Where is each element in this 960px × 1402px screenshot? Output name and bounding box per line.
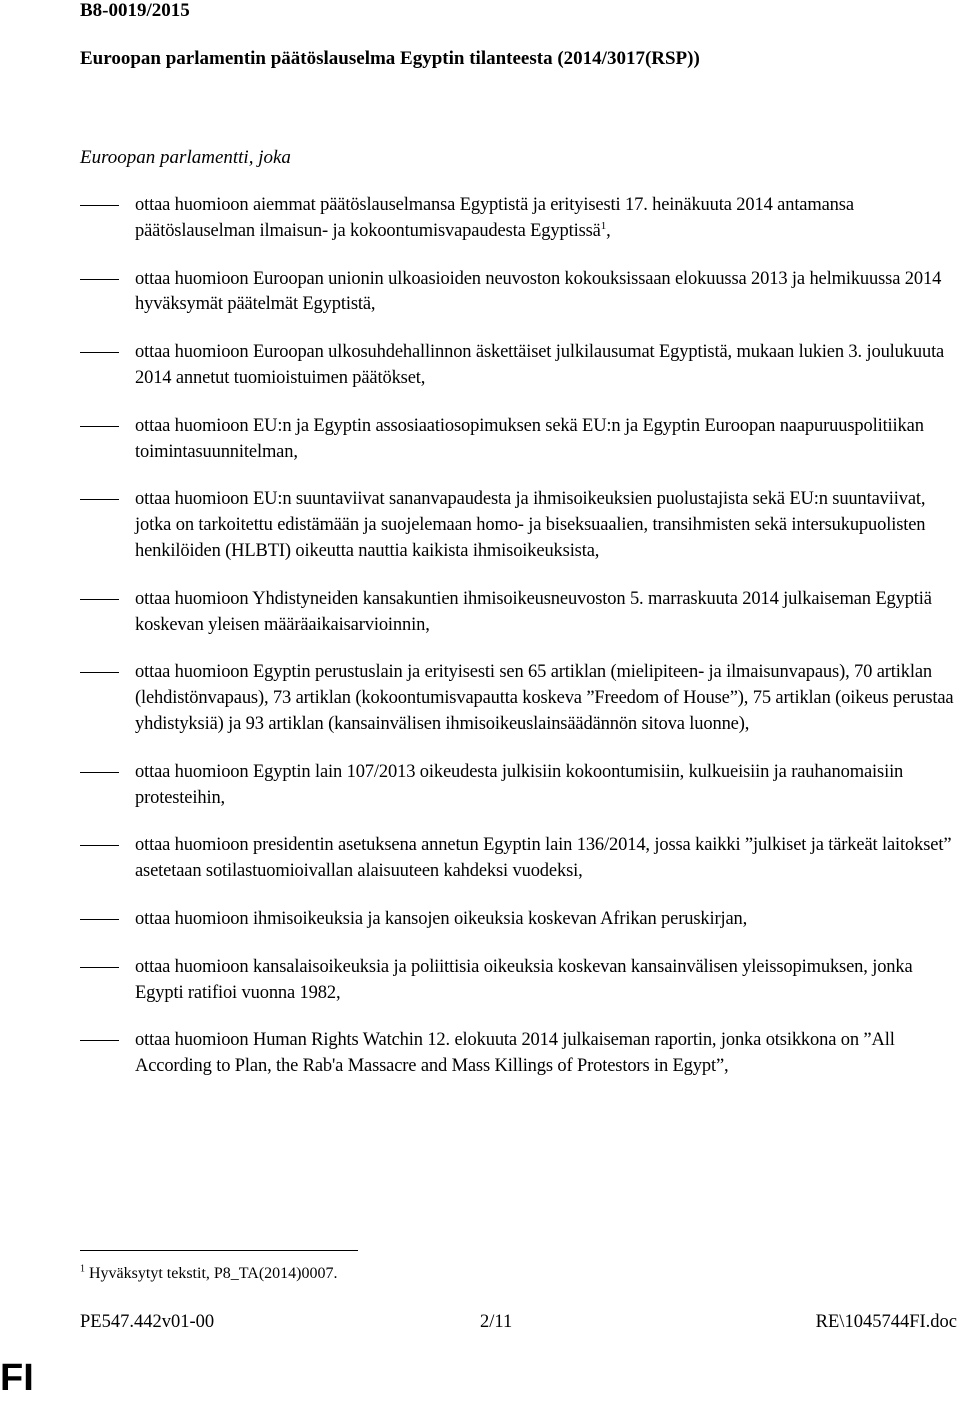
clause-suffix: , (606, 220, 611, 241)
clause-body: ottaa huomioon kansalaisoikeuksia ja poliittisia oikeuksia koskevan kansainvälisen yleissopimuksen, jonka Egypti ratifioi vuonna 1982, (135, 956, 913, 1003)
document-id: B8-0019/2015 (80, 0, 190, 21)
clause-text (135, 487, 957, 564)
footnote (80, 1264, 337, 1284)
dash-marker (80, 1040, 119, 1041)
dash-marker (80, 672, 119, 673)
footnote-number: 1 (80, 1263, 85, 1275)
clause-body: ottaa huomioon Euroopan unionin ulkoasioiden neuvoston kokouksissaan elokuussa 2013 ja helmikuussa 2014 hyväksymät päätelmät Egyptistä, (135, 268, 942, 315)
dash-marker (80, 279, 119, 280)
dash-marker (80, 967, 119, 968)
clause-text (135, 1028, 957, 1080)
page-footer (80, 1311, 957, 1333)
clause-body: ottaa huomioon aiemmat päätöslauselmansa Egyptistä ja erityisesti 17. heinäkuuta 2014 antamansa päätöslauselman ilmaisun- ja kokoontumisvapaudesta Egyptissä (135, 195, 854, 241)
clause-text (135, 193, 957, 245)
dash-marker (80, 205, 119, 206)
clause-item (0, 955, 960, 1007)
clause-text (135, 587, 957, 639)
clause-text (135, 907, 957, 933)
dash-marker (80, 772, 119, 773)
clause-body: ottaa huomioon EU:n ja Egyptin assosiaatiosopimuksen sekä EU:n ja Egyptin Euroopan naapuruuspolitiikan toimintasuunnitelman, (135, 415, 924, 462)
footer-file-name: RE\1045744FI.doc (815, 1312, 957, 1332)
footnote-separator (80, 1250, 358, 1251)
clause-body: ottaa huomioon Euroopan ulkosuhdehallinnon äskettäiset julkilausumat Egyptistä, mukaan lukien 3. joulukuuta 2014 annetut tuomioistuimen päätökset, (135, 342, 945, 388)
clause-list (0, 193, 960, 1102)
clause-body: ottaa huomioon EU:n suuntaviivat sananvapaudesta ja ihmisoikeuksien puolustajista sekä EU:n suuntaviivat, jotka on tarkoitettu edistämään ja suojelemaan homo- ja biseksuaalien, transihmisten sekä intersukupuolisten henkilöiden (HLBTI) oikeutta nauttia kaikista ihmisoikeuksista, (135, 489, 926, 561)
footnote-text: Hyväksytyt tekstit, P8_TA(2014)0007. (89, 1265, 338, 1282)
clause-item (0, 907, 960, 933)
clause-body: ottaa huomioon Egyptin lain 107/2013 oikeudesta julkisiin kokoontumisiin, kulkueisiin ja rauhanomaisiin protesteihin, (135, 761, 904, 808)
page-number: 2/11 (480, 1312, 513, 1332)
intro-line: Euroopan parlamentti, joka (80, 147, 291, 168)
clause-text (135, 414, 957, 466)
clause-item (0, 660, 960, 737)
dash-marker (80, 845, 119, 846)
footnote-ref: 1 (600, 219, 607, 232)
clause-text (135, 833, 957, 885)
clause-text (135, 760, 957, 812)
dash-marker (80, 499, 119, 500)
clause-body: ottaa huomioon Egyptin perustuslain ja erityisesti sen 65 artiklan (mielipiteen- ja ilmaisunvapaus), 70 artiklan (lehdistönvapaus), 73 artiklan (kokoontumisvapautta koskeva ”Freedom of House”), 75 artiklan (oikeus perustaa yhdistyksiä) ja 93 artiklan (kansainvälisen ihmisoikeuslainsäädännön sitova luonne), (135, 662, 954, 734)
clause-item (0, 487, 960, 564)
dash-marker (80, 599, 119, 600)
clause-text (135, 267, 957, 319)
document-title: Euroopan parlamentin päätöslauselma Egyptin tilanteesta (2014/3017(RSP)) (80, 48, 700, 69)
clause-body: ottaa huomioon Human Rights Watchin 12. elokuuta 2014 julkaiseman raportin, jonka otsikkona on ”All According to Plan, the Rab'a Massacre and Mass Killings of Protestors in Egypt”, (135, 1030, 895, 1077)
clause-item (0, 267, 960, 319)
clause-item (0, 193, 960, 245)
clause-body: ottaa huomioon ihmisoikeuksia ja kansojen oikeuksia koskevan Afrikan peruskirjan, (135, 908, 748, 929)
dash-marker (80, 919, 119, 920)
clause-item (0, 760, 960, 812)
clause-item (0, 414, 960, 466)
dash-marker (80, 426, 119, 427)
footer-doc-number: PE547.442v01-00 (80, 1312, 215, 1332)
clause-body: ottaa huomioon presidentin asetuksena annetun Egyptin lain 136/2014, jossa kaikki ”julkiset ja tärkeät laitokset” asetetaan sotilastuomioivallan alaisuuteen kahdeksi vuodeksi, (135, 835, 952, 882)
clause-text (135, 660, 957, 737)
clause-body: ottaa huomioon Yhdistyneiden kansakuntien ihmisoikeusneuvoston 5. marraskuuta 2014 julkaiseman Egyptiä koskevan yleisen määräaikaisarvioinnin, (135, 588, 932, 635)
language-code: FI (0, 1357, 34, 1399)
clause-item (0, 1028, 960, 1080)
clause-item (0, 340, 960, 392)
clause-item (0, 833, 960, 885)
dash-marker (80, 352, 119, 353)
clause-text (135, 955, 957, 1007)
clause-item (0, 587, 960, 639)
clause-text (135, 340, 957, 392)
